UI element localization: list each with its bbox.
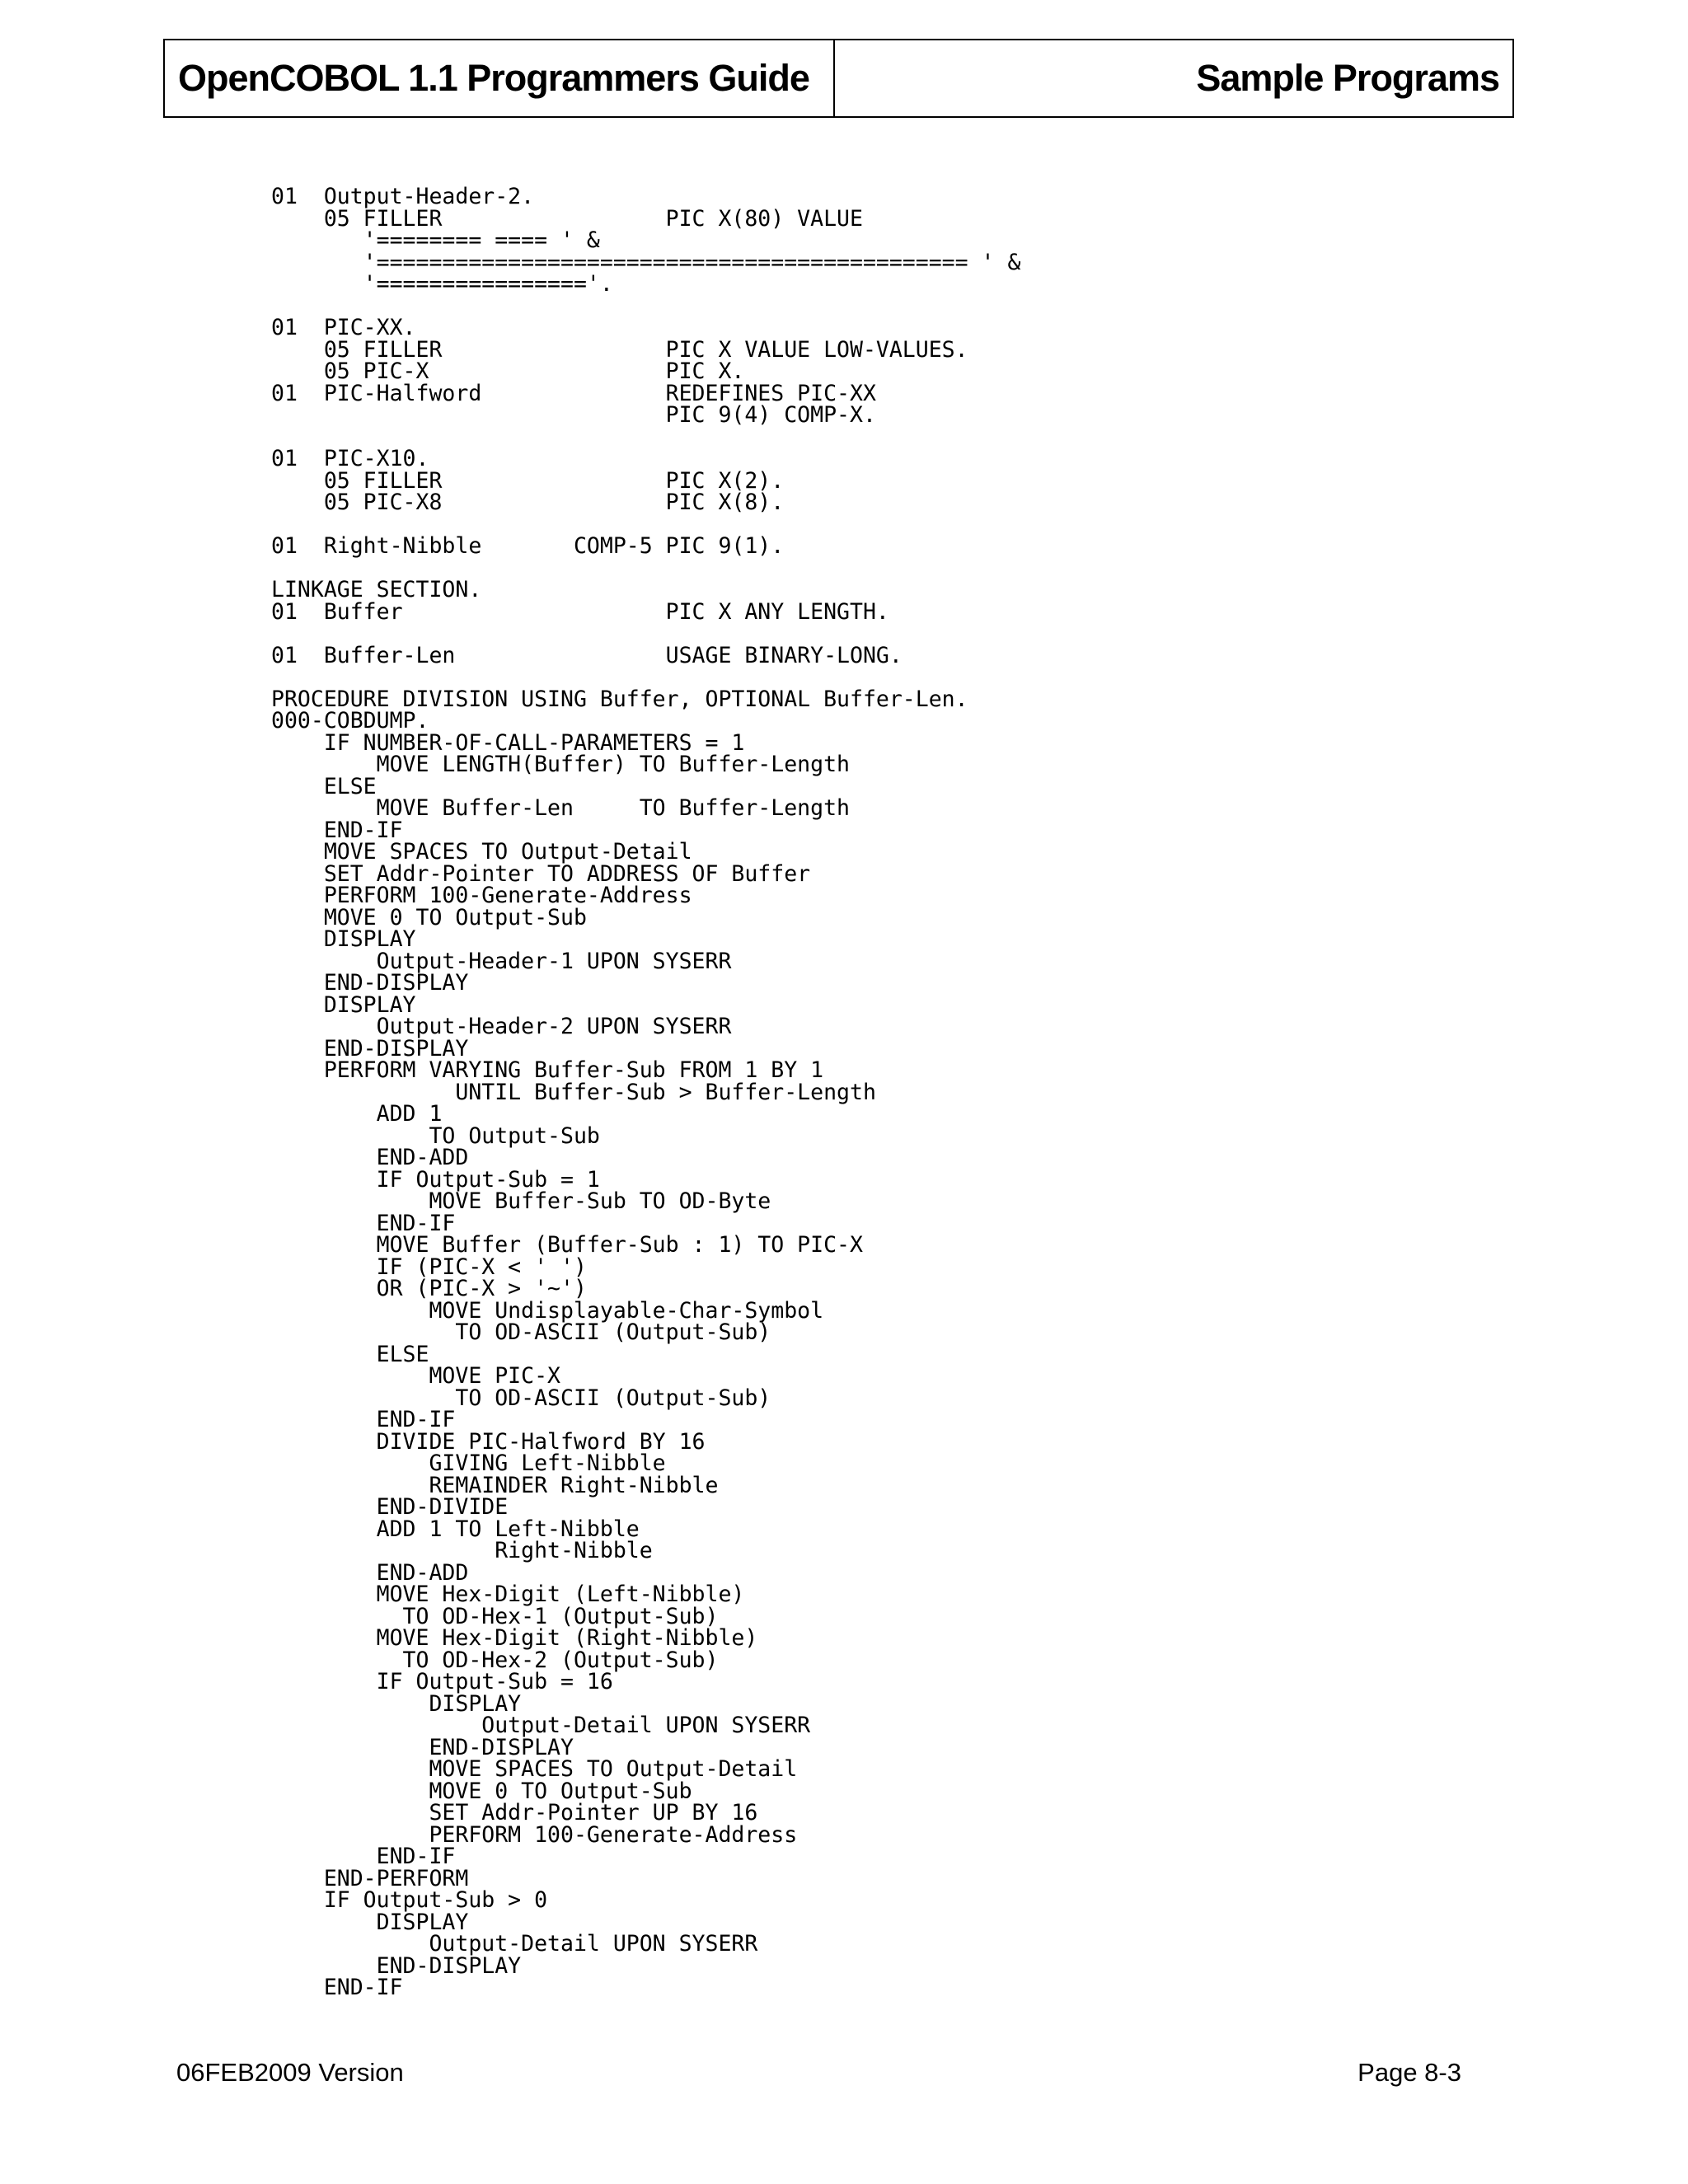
code-line: REMAINDER Right-Nibble: [271, 1472, 719, 1498]
code-line: MOVE Hex-Digit (Left-Nibble): [271, 1582, 745, 1607]
code-line: 01 Buffer-Len USAGE BINARY-LONG.: [271, 642, 903, 668]
code-line: END-DISPLAY: [271, 1035, 469, 1062]
code-line: 05 FILLER PIC X(2).: [271, 467, 785, 494]
code-line: [271, 427, 1507, 449]
code-line: IF (PIC-X < ' '): [271, 1254, 587, 1280]
code-line: MOVE SPACES TO Output-Detail: [271, 1756, 798, 1782]
code-line: Right-Nibble: [271, 1538, 653, 1563]
code-line: MOVE Buffer-Sub TO OD-Byte: [271, 1188, 771, 1214]
code-line: TO OD-Hex-2 (Output-Sub): [271, 1647, 719, 1673]
code-line: END-DISPLAY: [271, 1734, 574, 1760]
code-line: ADD 1 TO Left-Nibble: [271, 1516, 640, 1542]
code-line: END-IF: [271, 1844, 456, 1869]
code-line: 01 Buffer PIC X ANY LENGTH.: [271, 598, 889, 625]
code-line: PERFORM 100-Generate-Address: [271, 1821, 798, 1848]
code-line: TO OD-Hex-1 (Output-Sub): [271, 1603, 719, 1629]
code-line: MOVE 0 TO Output-Sub: [271, 904, 587, 930]
footer-version: 06FEB2009 Version: [176, 2058, 404, 2087]
code-line: DIVIDE PIC-Halfword BY 16: [271, 1428, 706, 1455]
code-line: [271, 667, 1507, 689]
code-line: LINKAGE SECTION.: [271, 577, 482, 602]
code-line: ADD 1: [271, 1101, 443, 1127]
code-line: PROCEDURE DIVISION USING Buffer, OPTIONAL Buffer-Len.: [271, 686, 968, 712]
code-line: END-ADD: [271, 1145, 469, 1170]
code-line: 01 PIC-Halfword REDEFINES PIC-XX: [271, 380, 876, 406]
code-line: END-PERFORM: [271, 1865, 469, 1891]
code-line: END-DISPLAY: [271, 970, 469, 996]
code-line: END-ADD: [271, 1559, 469, 1586]
code-line: '============================================= ' &: [271, 249, 1021, 275]
code-line: END-IF: [271, 1407, 456, 1432]
code-line: IF NUMBER-OF-CALL-PARAMETERS = 1: [271, 729, 745, 756]
code-line: IF Output-Sub = 1: [271, 1166, 600, 1193]
code-line: 000-COBDUMP.: [271, 708, 429, 733]
code-line: Output-Header-1 UPON SYSERR: [271, 948, 732, 974]
code-line: Output-Detail UPON SYSERR: [271, 1713, 811, 1738]
code-line: PIC 9(4) COMP-X.: [271, 402, 876, 428]
code-line: OR (PIC-X > '~'): [271, 1276, 587, 1301]
code-line: END-IF: [271, 1210, 456, 1236]
code-line: MOVE LENGTH(Buffer) TO Buffer-Length: [271, 752, 850, 777]
code-line: SET Addr-Pointer UP BY 16: [271, 1800, 758, 1825]
section-title: Sample Programs: [1196, 57, 1499, 99]
code-line: DISPLAY: [271, 991, 416, 1018]
code-line: '================'.: [271, 271, 613, 297]
code-line: MOVE Undisplayable-Char-Symbol: [271, 1297, 824, 1324]
code-line: [271, 296, 1507, 318]
code-line: 05 FILLER PIC X(80) VALUE: [271, 205, 863, 232]
code-line: 01 PIC-XX.: [271, 315, 416, 340]
code-line: 01 Output-Header-2.: [271, 184, 535, 209]
code-line: TO Output-Sub: [271, 1122, 600, 1149]
code-line: END-IF: [271, 1975, 403, 2000]
page-header: [163, 39, 1514, 118]
code-line: 05 PIC-X PIC X.: [271, 359, 745, 384]
code-line: MOVE 0 TO Output-Sub: [271, 1778, 692, 1804]
code-line: END-IF: [271, 817, 403, 843]
code-line: DISPLAY: [271, 1690, 522, 1717]
code-line: [271, 623, 1507, 645]
footer-page-number: Page 8-3: [1357, 2058, 1461, 2087]
code-line: ELSE: [271, 773, 377, 799]
code-line: IF Output-Sub > 0: [271, 1887, 548, 1913]
code-listing: [271, 186, 1507, 1999]
code-line: ELSE: [271, 1341, 429, 1367]
code-line: DISPLAY: [271, 926, 416, 952]
code-line: GIVING Left-Nibble: [271, 1451, 666, 1476]
code-line: MOVE Hex-Digit (Right-Nibble): [271, 1625, 758, 1651]
code-line: Output-Detail UPON SYSERR: [271, 1931, 758, 1957]
code-line: Output-Header-2 UPON SYSERR: [271, 1014, 732, 1039]
code-line: SET Addr-Pointer TO ADDRESS OF Buffer: [271, 860, 811, 887]
code-line: DISPLAY: [271, 1909, 469, 1935]
code-line: MOVE SPACES TO Output-Detail: [271, 839, 692, 865]
code-line: 01 PIC-X10.: [271, 446, 429, 471]
code-line: UNTIL Buffer-Sub > Buffer-Length: [271, 1079, 876, 1105]
code-line: END-DISPLAY: [271, 1952, 522, 1979]
code-line: TO OD-ASCII (Output-Sub): [271, 1319, 771, 1345]
code-line: 05 FILLER PIC X VALUE LOW-VALUES.: [271, 336, 968, 363]
code-line: MOVE Buffer-Len TO Buffer-Length: [271, 795, 850, 821]
code-line: 01 Right-Nibble COMP-5 PIC 9(1).: [271, 533, 785, 559]
code-line: '======== ==== ' &: [271, 227, 600, 253]
code-line: PERFORM 100-Generate-Address: [271, 883, 692, 908]
code-line: END-DIVIDE: [271, 1494, 509, 1520]
code-line: IF Output-Sub = 16: [271, 1669, 613, 1694]
code-line: MOVE PIC-X: [271, 1363, 560, 1389]
document-title: OpenCOBOL 1.1 Programmers Guide: [165, 40, 835, 116]
code-line: PERFORM VARYING Buffer-Sub FROM 1 BY 1: [271, 1057, 824, 1083]
code-line: 05 PIC-X8 PIC X(8).: [271, 490, 785, 515]
code-line: MOVE Buffer (Buffer-Sub : 1) TO PIC-X: [271, 1232, 863, 1258]
code-line: TO OD-ASCII (Output-Sub): [271, 1385, 771, 1411]
